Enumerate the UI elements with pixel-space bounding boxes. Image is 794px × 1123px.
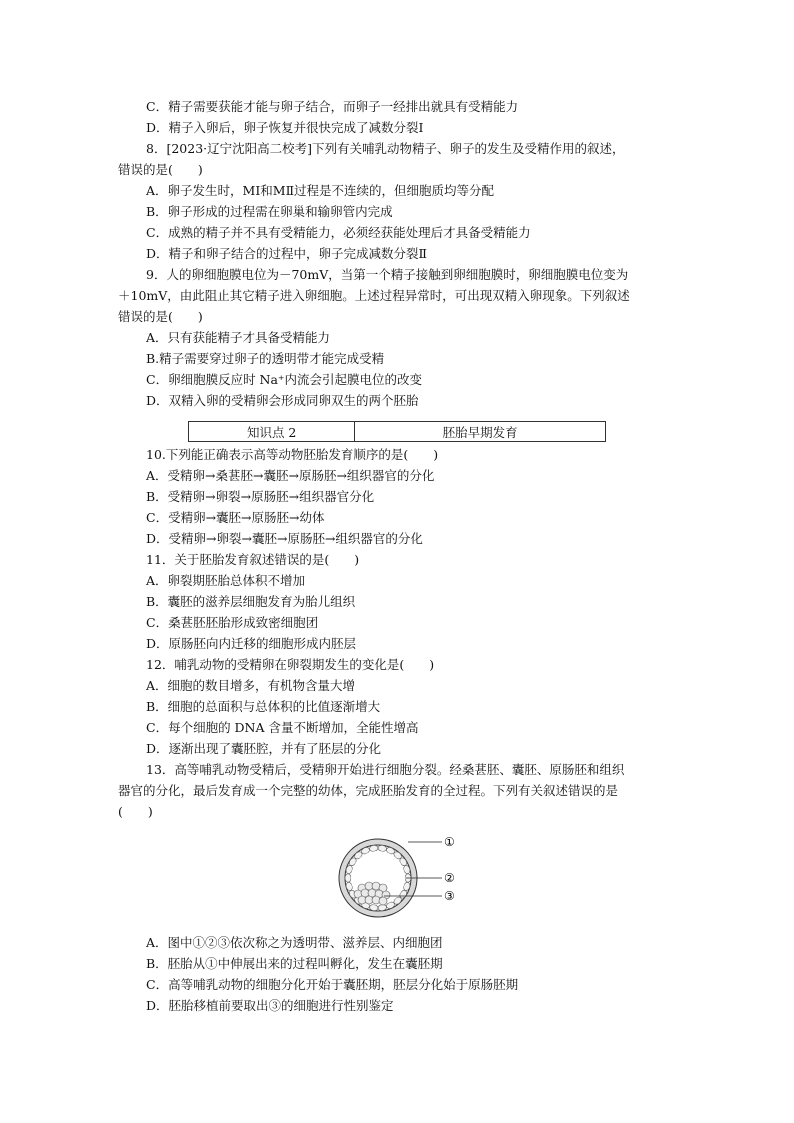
q12-stem: 12．哺乳动物的受精卵在卵裂期发生的变化是( )	[146, 657, 435, 672]
q8-option-d: D．精子和卵子结合的过程中，卵子完成减数分裂Ⅱ	[146, 246, 428, 261]
q10-option-c: C．受精卵→囊胚→原肠胚→幼体	[146, 510, 325, 525]
q9-option-a: A．只有获能精子才具备受精能力	[146, 330, 331, 345]
q13-option-a: A．图中①②③依次称之为透明带、滋养层、内细胞团	[146, 935, 443, 950]
q8-stem: 8．[2023·辽宁沈阳高二校考]下列有关哺乳动物精子、卵子的发生及受精作用的叙述，	[146, 141, 625, 156]
q13-stem: 13．高等哺乳动物受精后，受精卵开始进行细胞分裂。经桑葚胚、囊胚、原肠胚和组织	[146, 762, 625, 777]
q8-option-a: A．卵子发生时，MⅠ和MⅡ过程是不连续的，但细胞质均等分配	[146, 183, 495, 198]
q12-option-d: D．逐渐出现了囊胚腔，并有了胚层的分化	[146, 741, 382, 756]
q7-option-c: C．精子需要获能才能与卵子结合，而卵子一经排出就具有受精能力	[146, 99, 519, 114]
q9-stem-cont2: 错误的是( )	[118, 309, 203, 324]
q12-option-b: B．细胞的总面积与总体积的比值逐渐增大	[146, 699, 381, 714]
inner-cell-mass	[354, 882, 390, 905]
figure-label-3: ③	[444, 889, 455, 903]
q13-stem-cont2: ( )	[118, 804, 153, 819]
q9-option-d: D．双精入卵的受精卵会形成同卵双生的两个胚胎	[146, 393, 419, 408]
q11-option-c: C．桑葚胚胚胎形成致密细胞团	[146, 615, 319, 630]
q11-option-a: A．卵裂期胚胎总体积不增加	[146, 573, 306, 588]
q12-option-c: C．每个细胞的 DNA 含量不断增加，全能性增高	[146, 720, 419, 735]
q13-option-c: C．高等哺乳动物的细胞分化开始于囊胚期，胚层分化始于原肠胚期	[146, 977, 519, 992]
section-header	[188, 421, 606, 442]
q10-option-d: D．受精卵→卵裂→囊胚→原肠胚→组织器官的分化	[146, 531, 423, 546]
trophoblast-cell	[345, 874, 351, 882]
q9-stem: 9．人的卵细胞膜电位为－70mV，当第一个精子接触到卵细胞膜时，卵细胞膜电位变为	[146, 267, 629, 282]
section-title: 胚胎早期发育	[355, 422, 606, 442]
figure-label-2: ②	[444, 871, 455, 885]
blastocyst-figure	[118, 822, 684, 932]
blastocyst-diagram	[338, 830, 478, 926]
q13-option-d: D．胚胎移植前要取出③的细胞进行性别鉴定	[146, 998, 394, 1013]
q8-stem-cont: 错误的是( )	[118, 162, 203, 177]
worksheet-page	[118, 96, 684, 1016]
q9-option-c: C．卵细胞膜反应时 Na⁺内流会引起膜电位的改变	[146, 372, 423, 387]
q11-option-d: D．原肠胚向内迁移的细胞形成内胚层	[146, 636, 357, 651]
q13-option-b: B．胚胎从①中伸展出来的过程叫孵化，发生在囊胚期	[146, 956, 443, 971]
q10-option-a: A．受精卵→桑葚胚→囊胚→原肠胚→组织器官的分化	[146, 468, 435, 483]
section-label: 知识点 2	[189, 422, 355, 442]
q10-option-b: B．受精卵→卵裂→原肠胚→组织器官分化	[146, 489, 375, 504]
q12-option-a: A．细胞的数目增多，有机物含量大增	[146, 678, 356, 693]
q11-option-b: B．囊胚的滋养层细胞发育为胎儿组织	[146, 594, 356, 609]
figure-label-1: ①	[444, 835, 455, 849]
q8-option-b: B．卵子形成的过程需在卵巢和输卵管内完成	[146, 204, 393, 219]
q8-option-c: C．成熟的精子并不具有受精能力，必须经获能处理后才具备受精能力	[146, 225, 531, 240]
q7-option-d: D．精子入卵后，卵子恢复并很快完成了减数分裂Ⅰ	[146, 120, 424, 135]
q10-stem: 10.下列能正确表示高等动物胚胎发育顺序的是( )	[146, 447, 439, 462]
q13-stem-cont: 器官的分化，最后发育成一个完整的幼体，完成胚胎发育的全过程。下列有关叙述错误的是	[118, 783, 619, 798]
q11-stem: 11．关于胚胎发育叙述错误的是( )	[146, 552, 360, 567]
q9-stem-cont: ＋10mV，由此阻止其它精子进入卵细胞。上述过程异常时，可出现双精入卵现象。下列叙述	[118, 288, 630, 303]
q9-option-b: B.精子需要穿过卵子的透明带才能完成受精	[146, 351, 385, 366]
